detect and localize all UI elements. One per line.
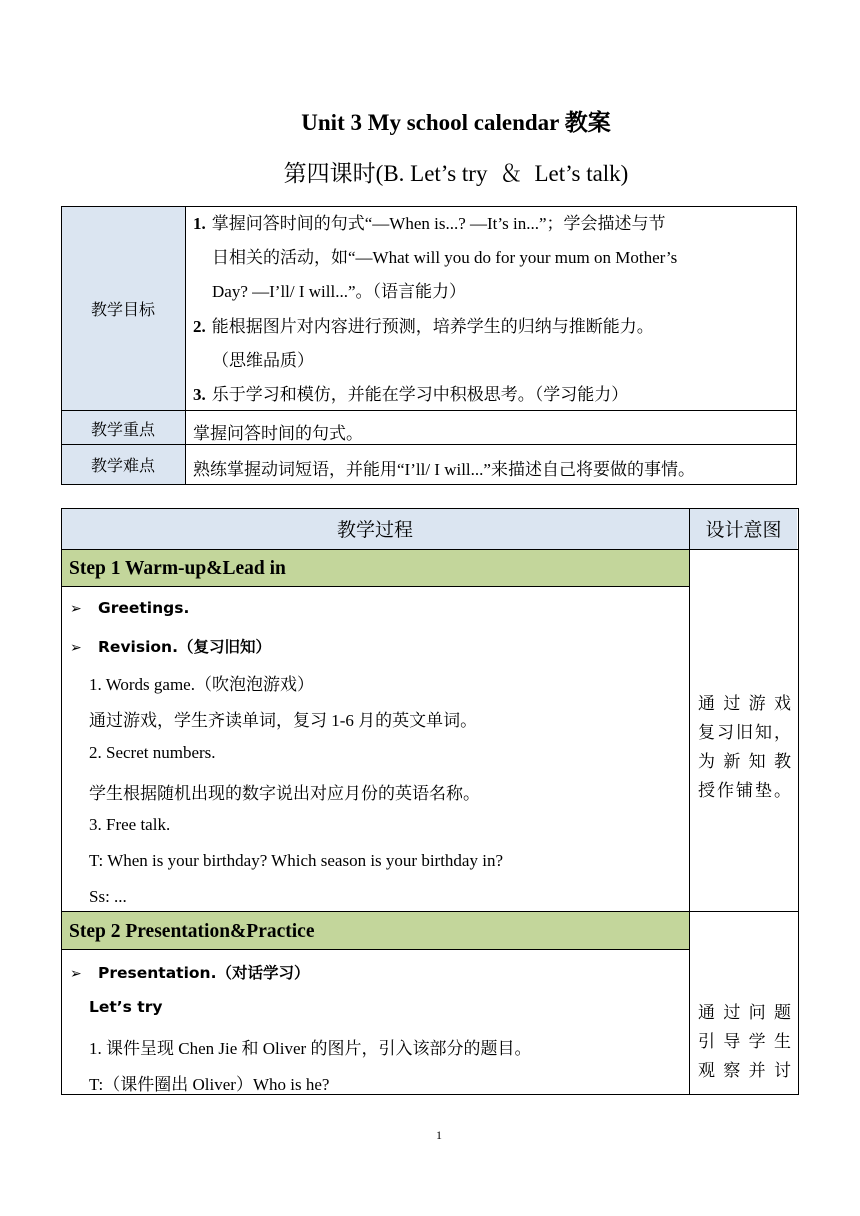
header-intent: 设计意图 [705,519,782,541]
objective-line-6: 3. 乐于学习和模仿，并能在学习中积极思考。（学习能力） [193,385,629,404]
key-text: 掌握问答时间的句式。 [193,424,363,443]
bullet-greetings: ➢ Greetings. [70,599,190,617]
step1-line-3: 2. Secret numbers. [89,743,216,762]
step1-intent: 通过游戏 复习旧知， 为新知教 授作铺垫。 [698,694,791,800]
document-subtitle [0,155,860,188]
step2-line-2: T:（课件圈出 Oliver）Who is he? [89,1075,330,1094]
header-process: 教学过程 [336,519,413,541]
bullet-presentation: ➢ Presentation.（对话学习） [70,964,310,982]
step2-line-1: 1. 课件呈现 Chen Jie 和 Oliver 的图片，引入该部分的题目。 [89,1039,532,1058]
subtitle-main: 第四课时(B. Let’s try [283,161,488,186]
objective-line-4: 2. 能根据图片对内容进行预测，培养学生的归纳与推断能力。 [193,317,654,336]
step1-line-1: 1. Words game.（吹泡泡游戏） [89,675,314,694]
objective-line-3: Day? —I’ll/ I will...”。（语言能力） [212,282,467,301]
step1-line-2: 通过游戏，学生齐读单词，复习 1-6 月的英文单词。 [89,711,478,730]
arrow-bullet-icon: ➢ [70,640,82,656]
objective-line-1: 1. 掌握问答时间的句式“—When is...? —It’s in...”；学会描述与节 [193,214,666,233]
step2-heading: Step 2 Presentation&Practice [69,921,315,942]
step1-line-4: 学生根据随机出现的数字说出对应月份的英语名称。 [89,784,480,803]
step2-subheading: Let’s try [89,998,163,1016]
objective-line-2: 日相关的活动，如“—What will you do for your mum on Mother’s [212,248,678,267]
step1-line-5: 3. Free talk. [89,815,171,834]
step1-heading: Step 1 Warm-up&Lead in [69,558,286,579]
objective-line-5: （思维品质） [212,351,314,370]
subtitle-amp: ＆ [499,161,523,186]
step1-line-7: Ss: ... [89,887,127,906]
arrow-bullet-icon: ➢ [70,966,82,982]
step1-line-6: T: When is your birthday? Which season is your birthday in? [89,851,503,870]
difficulty-label: 教学难点 [90,456,155,475]
difficulty-text: 熟练掌握动词短语，并能用“I’ll/ I will...”来描述自己将要做的事情。 [193,460,695,479]
step2-intent: 通过问题 引导学生 观察并讨 [698,1003,791,1080]
bullet-revision: ➢ Revision.（复习旧知） [70,638,271,656]
subtitle-end: Let’s talk) [534,161,629,186]
arrow-bullet-icon: ➢ [70,601,82,617]
page-number: 1 [436,1128,442,1142]
document-title: Unit 3 My school calendar 教案 [301,110,611,135]
objectives-label: 教学目标 [90,300,155,319]
key-label: 教学重点 [90,419,155,439]
